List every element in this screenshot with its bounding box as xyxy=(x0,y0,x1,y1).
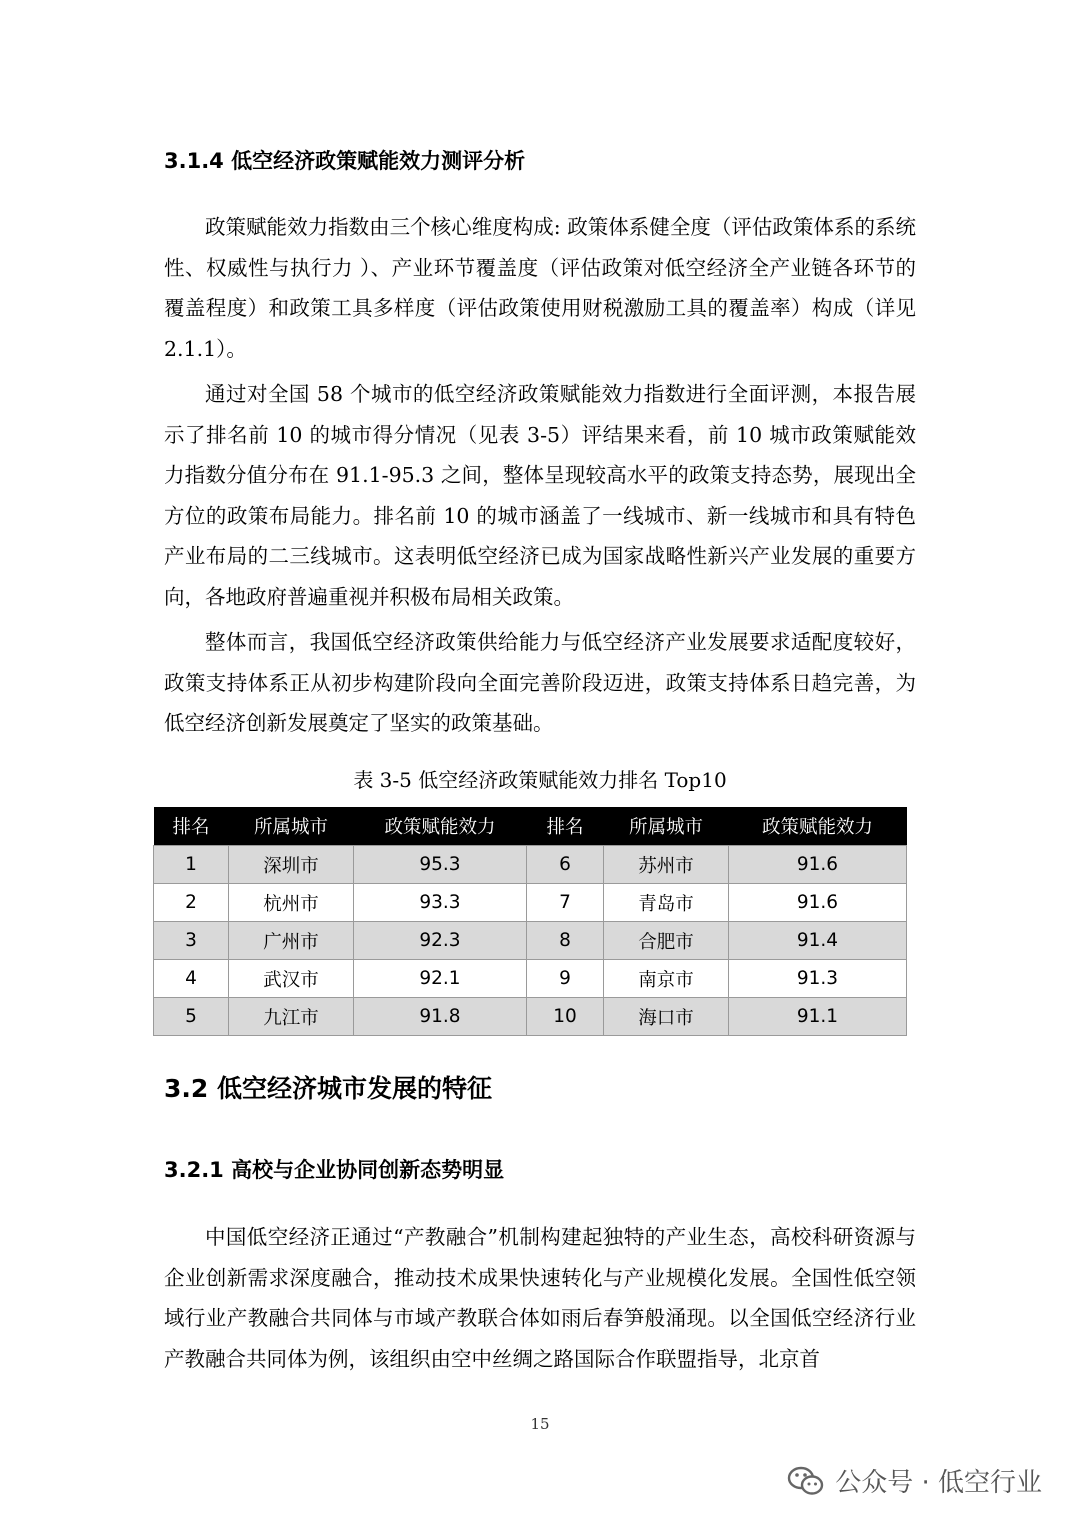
city-cell: 海口市 xyxy=(604,998,729,1036)
rank-cell: 6 xyxy=(527,846,604,884)
header-rank: 排名 xyxy=(154,807,229,846)
score-cell: 91.6 xyxy=(729,846,907,884)
wechat-icon xyxy=(787,1465,825,1497)
city-cell: 广州市 xyxy=(229,922,354,960)
rank-cell: 10 xyxy=(527,998,604,1036)
city-cell: 青岛市 xyxy=(604,884,729,922)
section-heading-3-2-1: 3.2.1 高校与企业协同创新态势明显 xyxy=(164,1158,505,1182)
paragraph-industry-education: 中国低空经济正通过“产教融合”机制构建起独特的产业生态，高校科研资源与企业创新需求深度融合，推动技术成果快速转化与产业规模化发展。全国性低空领域行业产教融合共同体与市域产教联合体如雨后春笋般涌现。以全国低空经济行业产教融合共同体为例，该组织由空中丝绸之路国际合作联盟指导，北京首 xyxy=(164,1225,916,1371)
city-cell: 深圳市 xyxy=(229,846,354,884)
header-score: 政策赋能效力 xyxy=(729,807,907,846)
city-cell: 九江市 xyxy=(229,998,354,1036)
table-row xyxy=(154,922,907,960)
rank-cell: 3 xyxy=(154,922,229,960)
rank-cell: 2 xyxy=(154,884,229,922)
watermark-text: 公众号 · 低空行业 xyxy=(835,1468,1042,1498)
paragraph-policy-index: 政策赋能效力指数由三个核心维度构成: 政策体系健全度（评估政策体系的系统性、权威性与执行力 ）、产业环节覆盖度（评估政策对低空经济全产业链各环节的覆盖程度）和政策工具多样度（评估政策使用财税激励工具的覆盖率）构成（详见 2.1.1）。 xyxy=(164,215,916,361)
header-city: 所属城市 xyxy=(229,807,354,846)
watermark xyxy=(787,1462,1042,1499)
score-cell: 92.1 xyxy=(354,960,527,998)
city-cell: 合肥市 xyxy=(604,922,729,960)
table-caption: 表 3-5 低空经济政策赋能效力排名 Top10 xyxy=(353,768,727,792)
paragraph-evaluation: 通过对全国 58 个城市的低空经济政策赋能效力指数进行全面评测，本报告展示了排名前 10 的城市得分情况（见表 3-5）评结果来看，前 10 城市政策赋能效力指数分值分布在 91.1-95.3 之间，整体呈现较高水平的政策支持态势，展现出全方位的政策布局能力。排名前 10 的城市涵盖了一线城市、新一线城市和具有特色产业布局的二三线城市。这表明低空经济已成为国家战略性新兴产业发展的重要方向，各地政府普遍重视并积极布局相关政策。 xyxy=(164,382,916,609)
rank-cell: 5 xyxy=(154,998,229,1036)
city-cell: 南京市 xyxy=(604,960,729,998)
header-rank: 排名 xyxy=(527,807,604,846)
table-row xyxy=(154,998,907,1036)
city-cell: 武汉市 xyxy=(229,960,354,998)
paragraph-summary: 整体而言，我国低空经济政策供给能力与低空经济产业发展要求适配度较好，政策支持体系正从初步构建阶段向全面完善阶段迈进，政策支持体系日趋完善，为低空经济创新发展奠定了坚实的政策基础。 xyxy=(164,630,916,735)
rank-cell: 7 xyxy=(527,884,604,922)
header-city: 所属城市 xyxy=(604,807,729,846)
section-heading-3-1-4: 3.1.4 低空经济政策赋能效力测评分析 xyxy=(164,149,526,173)
city-cell: 杭州市 xyxy=(229,884,354,922)
score-cell: 91.1 xyxy=(729,998,907,1036)
score-cell: 91.3 xyxy=(729,960,907,998)
score-cell: 91.8 xyxy=(354,998,527,1036)
rank-cell: 8 xyxy=(527,922,604,960)
rank-cell: 4 xyxy=(154,960,229,998)
table-row xyxy=(154,960,907,998)
score-cell: 91.6 xyxy=(729,884,907,922)
table-row xyxy=(154,846,907,884)
city-cell: 苏州市 xyxy=(604,846,729,884)
score-cell: 92.3 xyxy=(354,922,527,960)
score-cell: 93.3 xyxy=(354,884,527,922)
header-score: 政策赋能效力 xyxy=(354,807,527,846)
score-cell: 95.3 xyxy=(354,846,527,884)
table-row xyxy=(154,884,907,922)
table-header-row xyxy=(154,807,907,846)
score-cell: 91.4 xyxy=(729,922,907,960)
rank-cell: 9 xyxy=(527,960,604,998)
rank-cell: 1 xyxy=(154,846,229,884)
page-number: 15 xyxy=(530,1415,550,1433)
section-heading-3-2: 3.2 低空经济城市发展的特征 xyxy=(164,1074,492,1103)
ranking-table xyxy=(153,807,907,1036)
